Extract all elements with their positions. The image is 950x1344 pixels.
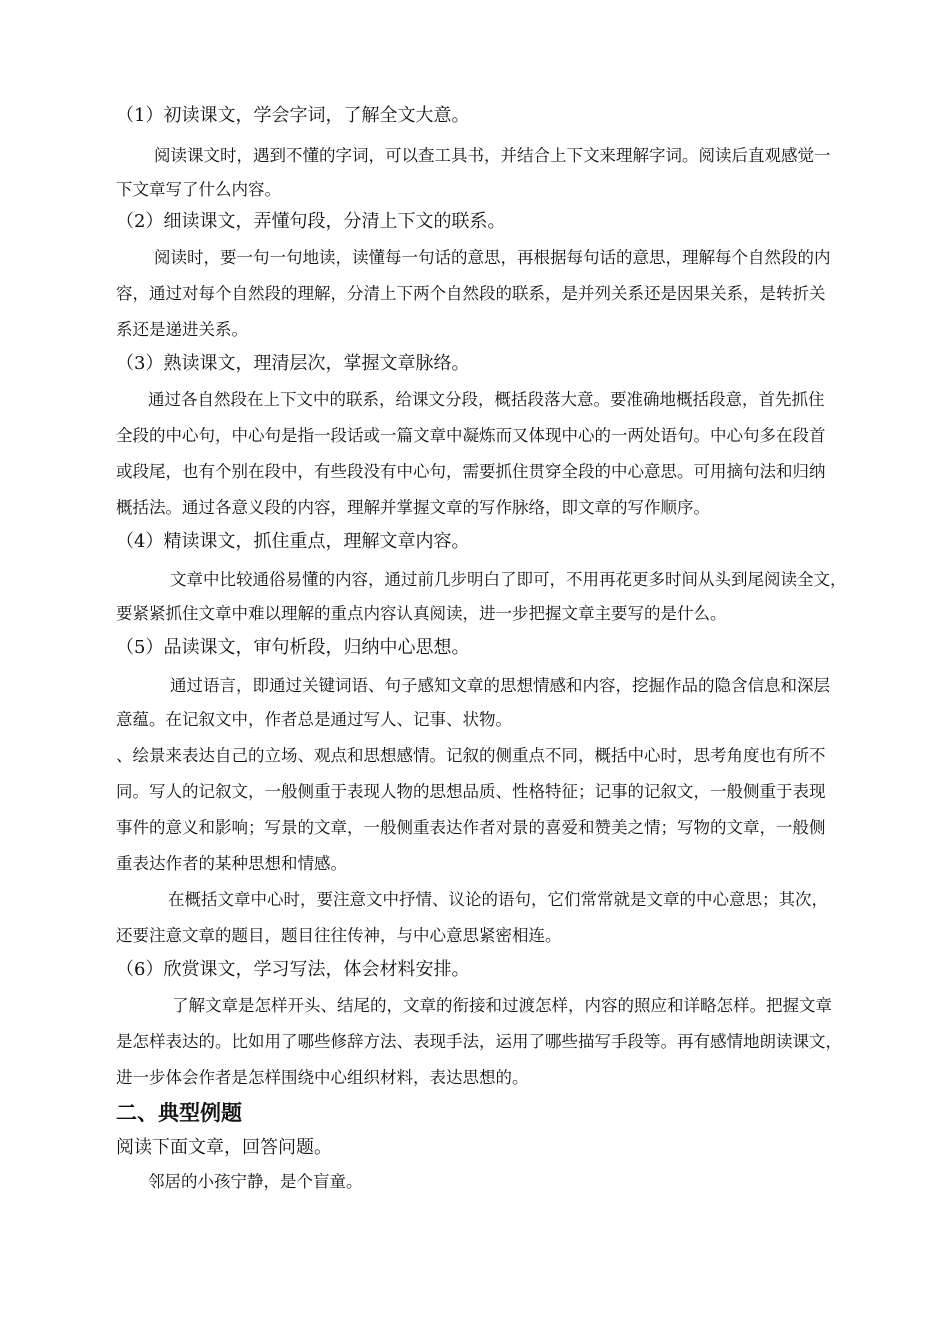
- step-heading-3: （3）熟读课文，理清层次，掌握文章脉络。: [116, 353, 470, 374]
- body-text: 容，通过对每个自然段的理解，分清上下两个自然段的联系，是并列关系还是因果关系，是转折关: [116, 284, 826, 303]
- body-text: 邻居的小孩宁静，是个盲童。: [148, 1172, 363, 1191]
- step-heading-1: （1）初读课文，学会字词，了解全文大意。: [116, 105, 470, 126]
- body-text: 是怎样表达的。比如用了哪些修辞方法、表现手法，运用了哪些描写手段等。再有感情地朗读课文，: [116, 1032, 842, 1051]
- body-text: 通过语言，即通过关键词语、句子感知文章的思想情感和内容，挖掘作品的隐含信息和深层: [170, 676, 830, 695]
- body-text: 进一步体会作者是怎样围绕中心组织材料，表达思想的。: [116, 1068, 529, 1087]
- body-text: 通过各自然段在上下文中的联系，给课文分段，概括段落大意。要准确地概括段意，首先抓住: [148, 390, 825, 409]
- step-heading-6: （6）欣赏课文，学习写法，体会材料安排。: [116, 959, 470, 980]
- body-text: 事件的意义和影响；写景的文章，一般侧重表达作者对景的喜爱和赞美之情；写物的文章，一般侧: [116, 818, 826, 837]
- body-text: 文章中比较通俗易懂的内容，通过前几步明白了即可，不用再花更多时间从头到尾阅读全文，: [170, 570, 847, 589]
- body-text: 意蕴。在记叙文中，作者总是通过写人、记事、状物。: [116, 710, 512, 729]
- body-text: 在概括文章中心时，要注意文中抒情、议论的语句，它们常常就是文章的中心意思；其次，: [168, 890, 828, 909]
- body-text: 同。写人的记叙文，一般侧重于表现人物的思想品质、性格特征；记事的记叙文，一般侧重于表现: [116, 782, 826, 801]
- section-title: 二、典型例题: [116, 1101, 242, 1125]
- body-text: 了解文章是怎样开头、结尾的，文章的衔接和过渡怎样，内容的照应和详略怎样。把握文章: [172, 996, 832, 1015]
- body-text: 概括法。通过各意义段的内容，理解并掌握文章的写作脉络，即文章的写作顺序。: [116, 498, 710, 517]
- body-text: 下文章写了什么内容。: [116, 180, 281, 199]
- step-heading-5: （5）品读课文，审句析段，归纳中心思想。: [116, 637, 470, 658]
- body-text: 系还是递进关系。: [116, 320, 248, 339]
- step-heading-2: （2）细读课文，弄懂句段，分清上下文的联系。: [116, 211, 506, 232]
- body-text: 阅读课文时，遇到不懂的字词，可以查工具书，并结合上下文来理解字词。阅读后直观感觉一: [154, 146, 831, 165]
- body-text: 要紧紧抓住文章中难以理解的重点内容认真阅读，进一步把握文章主要写的是什么。: [116, 604, 727, 623]
- body-text: 或段尾，也有个别在段中，有些段没有中心句，需要抓住贯穿全段的中心意思。可用摘句法和归纳: [116, 462, 826, 481]
- body-text: 、绘景来表达自己的立场、观点和思想感情。记叙的侧重点不同，概括中心时，思考角度也有所不: [116, 746, 826, 765]
- step-heading-4: （4）精读课文，抓住重点，理解文章内容。: [116, 531, 470, 552]
- body-text: 重表达作者的某种思想和情感。: [116, 854, 347, 873]
- body-text: 阅读时，要一句一句地读，读懂每一句话的意思，再根据每句话的意思，理解每个自然段的内: [154, 248, 831, 267]
- instruction-text: 阅读下面文章，回答问题。: [116, 1137, 332, 1158]
- body-text: 全段的中心句，中心句是指一段话或一篇文章中凝炼而又体现中心的一两处语句。中心句多在段首: [116, 426, 826, 445]
- body-text: 还要注意文章的题目，题目往往传神，与中心意思紧密相连。: [116, 926, 562, 945]
